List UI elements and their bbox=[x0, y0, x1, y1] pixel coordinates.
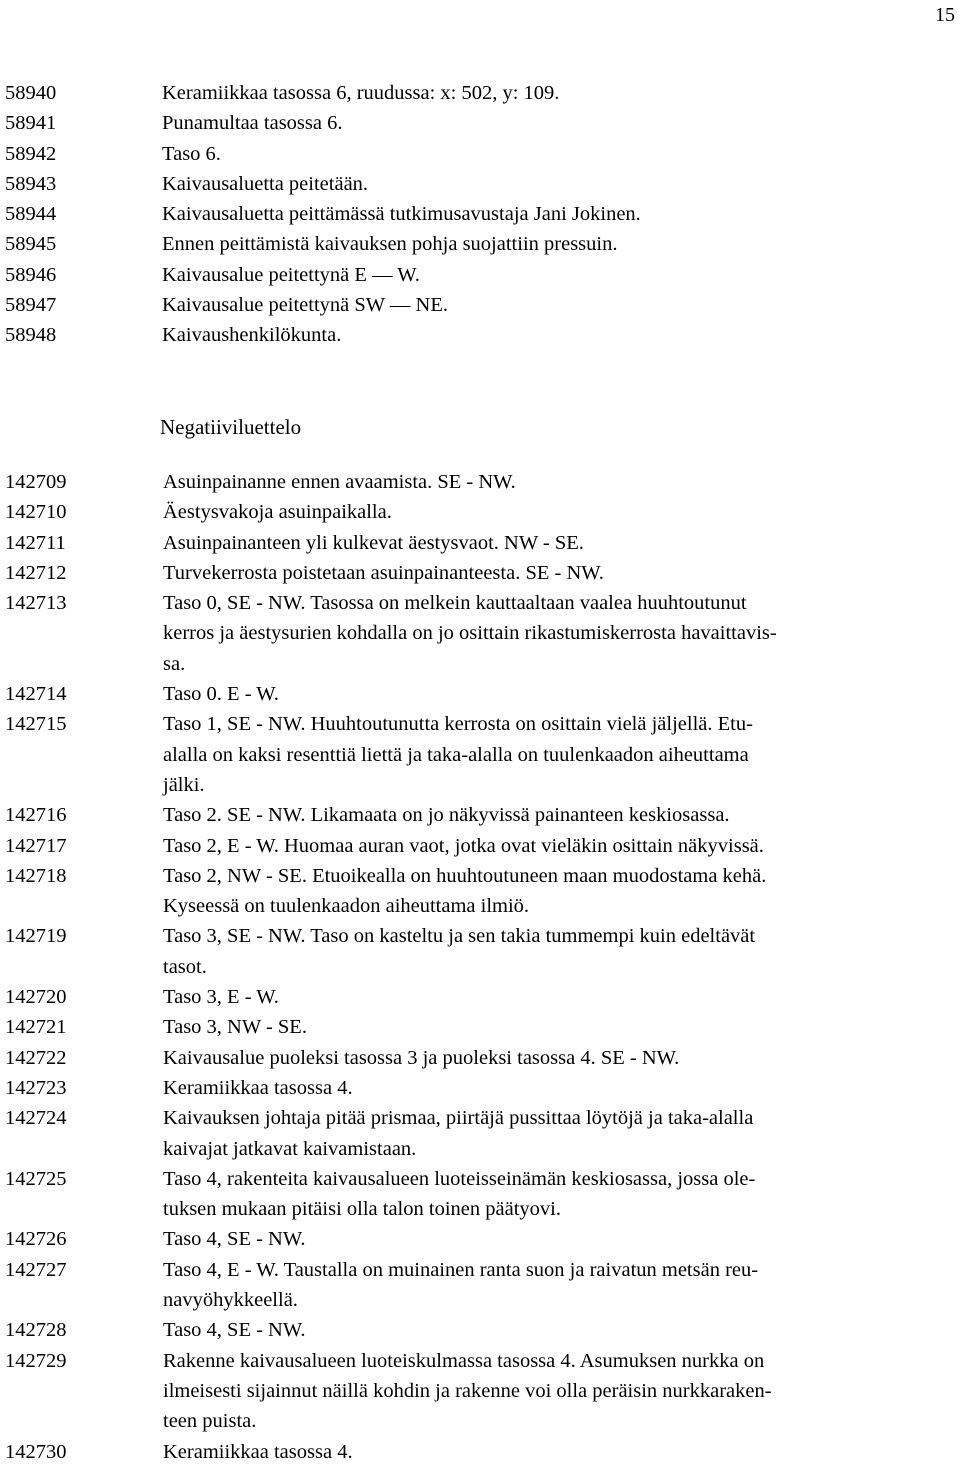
item-number: 142713 bbox=[5, 592, 67, 615]
list-item bbox=[0, 467, 960, 497]
list-item bbox=[0, 1164, 960, 1194]
item-description: Kaivausalue peitettynä SW — NE. bbox=[162, 294, 448, 317]
item-description: Taso 3, SE - NW. Taso on kasteltu ja sen takia tummempi kuin edeltävät bbox=[163, 925, 756, 948]
item-number: 58940 bbox=[5, 82, 57, 104]
item-number: 58946 bbox=[5, 263, 57, 286]
item-description: Keramiikkaa tasossa 4. bbox=[163, 1440, 353, 1463]
item-number bbox=[0, 1406, 163, 1436]
list-item bbox=[0, 1012, 960, 1042]
list-item-continuation bbox=[0, 952, 960, 982]
list-item bbox=[0, 78, 960, 108]
item-description: tuksen mukaan pitäisi olla talon toinen päätyovi. bbox=[163, 1198, 561, 1221]
list-item bbox=[0, 831, 960, 861]
item-number: 142727 bbox=[5, 1258, 67, 1281]
item-description: kaivajat jatkavat kaivamistaan. bbox=[163, 1137, 417, 1160]
list-item bbox=[0, 497, 960, 527]
list-item bbox=[0, 320, 960, 350]
item-description: Ennen peittämistä kaivauksen pohja suojattiin pressuin. bbox=[162, 233, 618, 256]
item-number: 142712 bbox=[5, 561, 67, 584]
item-description: Taso 2, E - W. Huomaa auran vaot, jotka ovat vieläkin osittain näkyvissä. bbox=[163, 834, 764, 857]
item-description: tasot. bbox=[163, 955, 207, 978]
list-item bbox=[0, 800, 960, 830]
item-description: Keramiikkaa tasossa 4. bbox=[163, 1076, 353, 1099]
item-number bbox=[0, 1376, 163, 1406]
item-description: Taso 2, NW - SE. Etuoikealla on huuhtoutuneen maan muodostama kehä. bbox=[163, 864, 767, 887]
list-item bbox=[0, 921, 960, 951]
list-item bbox=[0, 139, 960, 169]
item-description: navyöhykkeellä. bbox=[163, 1289, 298, 1312]
item-number bbox=[0, 1194, 163, 1224]
page-number: 15 bbox=[935, 4, 955, 26]
negative-list bbox=[0, 467, 960, 1467]
item-number: 142723 bbox=[5, 1076, 67, 1099]
item-number bbox=[0, 740, 163, 770]
item-description: Taso 6. bbox=[162, 142, 221, 165]
item-number: 58948 bbox=[5, 324, 57, 347]
item-description: Kaivausaluetta peittämässä tutkimusavustaja Jani Jokinen. bbox=[162, 203, 641, 226]
list-item bbox=[0, 1437, 960, 1467]
item-number: 142715 bbox=[5, 713, 67, 736]
item-description: Punamultaa tasossa 6. bbox=[162, 112, 343, 135]
item-number: 58943 bbox=[5, 172, 57, 195]
list-item bbox=[0, 290, 960, 320]
item-description: alalla on kaksi resenttiä liettä ja taka-alalla on tuulenkaadon aiheuttama bbox=[163, 743, 749, 766]
list-item-continuation bbox=[0, 1194, 960, 1224]
item-number bbox=[0, 1134, 163, 1164]
item-number: 142716 bbox=[5, 804, 67, 827]
item-number: 142709 bbox=[5, 471, 67, 493]
item-description: ilmeisesti sijainnut näillä kohdin ja rakenne voi olla peräisin nurkkaraken- bbox=[163, 1379, 772, 1402]
list-item bbox=[0, 861, 960, 891]
item-number bbox=[0, 618, 163, 648]
item-number: 142724 bbox=[5, 1107, 67, 1130]
list-item bbox=[0, 1073, 960, 1103]
item-number: 142721 bbox=[5, 1016, 67, 1039]
item-description: Taso 4, E - W. Taustalla on muinainen ranta suon ja raivatun metsän reu- bbox=[163, 1258, 759, 1281]
item-number: 142720 bbox=[5, 986, 67, 1009]
list-item bbox=[0, 199, 960, 229]
list-item-continuation bbox=[0, 1406, 960, 1436]
item-number bbox=[0, 770, 163, 800]
photo-list bbox=[0, 78, 960, 351]
item-number: 58941 bbox=[5, 112, 57, 135]
item-description: Taso 0, SE - NW. Tasossa on melkein kauttaaltaan vaalea huuhtoutunut bbox=[163, 592, 747, 615]
item-number: 58945 bbox=[5, 233, 57, 256]
item-description: Kaivausalue peitettynä E — W. bbox=[162, 263, 420, 286]
item-number: 142729 bbox=[5, 1349, 67, 1372]
list-item bbox=[0, 1103, 960, 1133]
list-item bbox=[0, 1346, 960, 1376]
list-item bbox=[0, 588, 960, 618]
list-item bbox=[0, 1315, 960, 1345]
list-item bbox=[0, 679, 960, 709]
item-description: Keramiikkaa tasossa 6, ruudussa: x: 502, y: 109. bbox=[162, 82, 560, 104]
item-number: 142714 bbox=[5, 683, 67, 706]
item-description: Kaivausaluetta peitetään. bbox=[162, 172, 369, 195]
list-item bbox=[0, 558, 960, 588]
list-item bbox=[0, 1043, 960, 1073]
item-number: 142718 bbox=[5, 864, 67, 887]
item-number bbox=[0, 1285, 163, 1315]
item-number: 142730 bbox=[5, 1440, 67, 1463]
item-description: Taso 2. SE - NW. Likamaata on jo näkyvissä painanteen keskiosassa. bbox=[163, 804, 730, 827]
item-description: Äestysvakoja asuinpaikalla. bbox=[163, 501, 392, 524]
item-number: 58944 bbox=[5, 203, 57, 226]
section-heading: Negatiiviluettelo bbox=[160, 415, 302, 439]
list-item bbox=[0, 1224, 960, 1254]
item-number: 142710 bbox=[5, 501, 67, 524]
list-item bbox=[0, 229, 960, 259]
item-description: Kyseessä on tuulenkaadon aiheuttama ilmiö. bbox=[163, 895, 530, 918]
item-number: 142722 bbox=[5, 1046, 67, 1069]
item-number: 58942 bbox=[5, 142, 57, 165]
item-description: Taso 3, NW - SE. bbox=[163, 1016, 307, 1039]
item-description: Kaivauksen johtaja pitää prismaa, piirtäjä pussittaa löytöjä ja taka-alalla bbox=[163, 1107, 754, 1130]
item-description: Taso 4, rakenteita kaivausalueen luoteisseinämän keskiosassa, jossa ole- bbox=[163, 1167, 756, 1190]
item-number: 58947 bbox=[5, 294, 57, 317]
item-description: Taso 0. E - W. bbox=[163, 683, 279, 706]
item-description: sa. bbox=[163, 652, 186, 675]
list-item bbox=[0, 528, 960, 558]
item-number: 142717 bbox=[5, 834, 67, 857]
list-item-continuation bbox=[0, 770, 960, 800]
item-number bbox=[0, 649, 163, 679]
item-description: Asuinpainanteen yli kulkevat äestysvaot. NW - SE. bbox=[163, 531, 584, 554]
item-number bbox=[0, 891, 163, 921]
item-description: Taso 3, E - W. bbox=[163, 986, 279, 1009]
list-item bbox=[0, 1255, 960, 1285]
list-item-continuation bbox=[0, 1134, 960, 1164]
item-description: Kaivaushenkilökunta. bbox=[162, 324, 342, 347]
item-number: 142711 bbox=[5, 531, 66, 554]
list-item-continuation bbox=[0, 891, 960, 921]
item-description: kerros ja äestysurien kohdalla on jo osittain rikastumiskerrosta havaittavis- bbox=[163, 622, 777, 645]
item-description: Rakenne kaivausalueen luoteiskulmassa tasossa 4. Asumuksen nurkka on bbox=[163, 1349, 765, 1372]
list-item-continuation bbox=[0, 1285, 960, 1315]
item-number: 142728 bbox=[5, 1319, 67, 1342]
item-description: teen puista. bbox=[163, 1410, 257, 1433]
list-item-continuation bbox=[0, 618, 960, 648]
item-number: 142725 bbox=[5, 1167, 67, 1190]
item-description: Turvekerrosta poistetaan asuinpainanteesta. SE - NW. bbox=[163, 561, 604, 584]
item-description: Taso 4, SE - NW. bbox=[163, 1319, 306, 1342]
list-item bbox=[0, 260, 960, 290]
item-description: Taso 4, SE - NW. bbox=[163, 1228, 306, 1251]
list-item-continuation bbox=[0, 649, 960, 679]
list-item bbox=[0, 108, 960, 138]
list-item-continuation bbox=[0, 1376, 960, 1406]
item-description: Asuinpainanne ennen avaamista. SE - NW. bbox=[163, 471, 516, 493]
item-description: jälki. bbox=[163, 773, 205, 796]
item-description: Kaivausalue puoleksi tasossa 3 ja puoleksi tasossa 4. SE - NW. bbox=[163, 1046, 680, 1069]
item-number bbox=[0, 952, 163, 982]
list-item bbox=[0, 169, 960, 199]
item-description: Taso 1, SE - NW. Huuhtoutunutta kerrosta on osittain vielä jäljellä. Etu- bbox=[163, 713, 753, 736]
list-item-continuation bbox=[0, 740, 960, 770]
list-item bbox=[0, 982, 960, 1012]
list-item bbox=[0, 709, 960, 739]
item-number: 142719 bbox=[5, 925, 67, 948]
item-number: 142726 bbox=[5, 1228, 67, 1251]
